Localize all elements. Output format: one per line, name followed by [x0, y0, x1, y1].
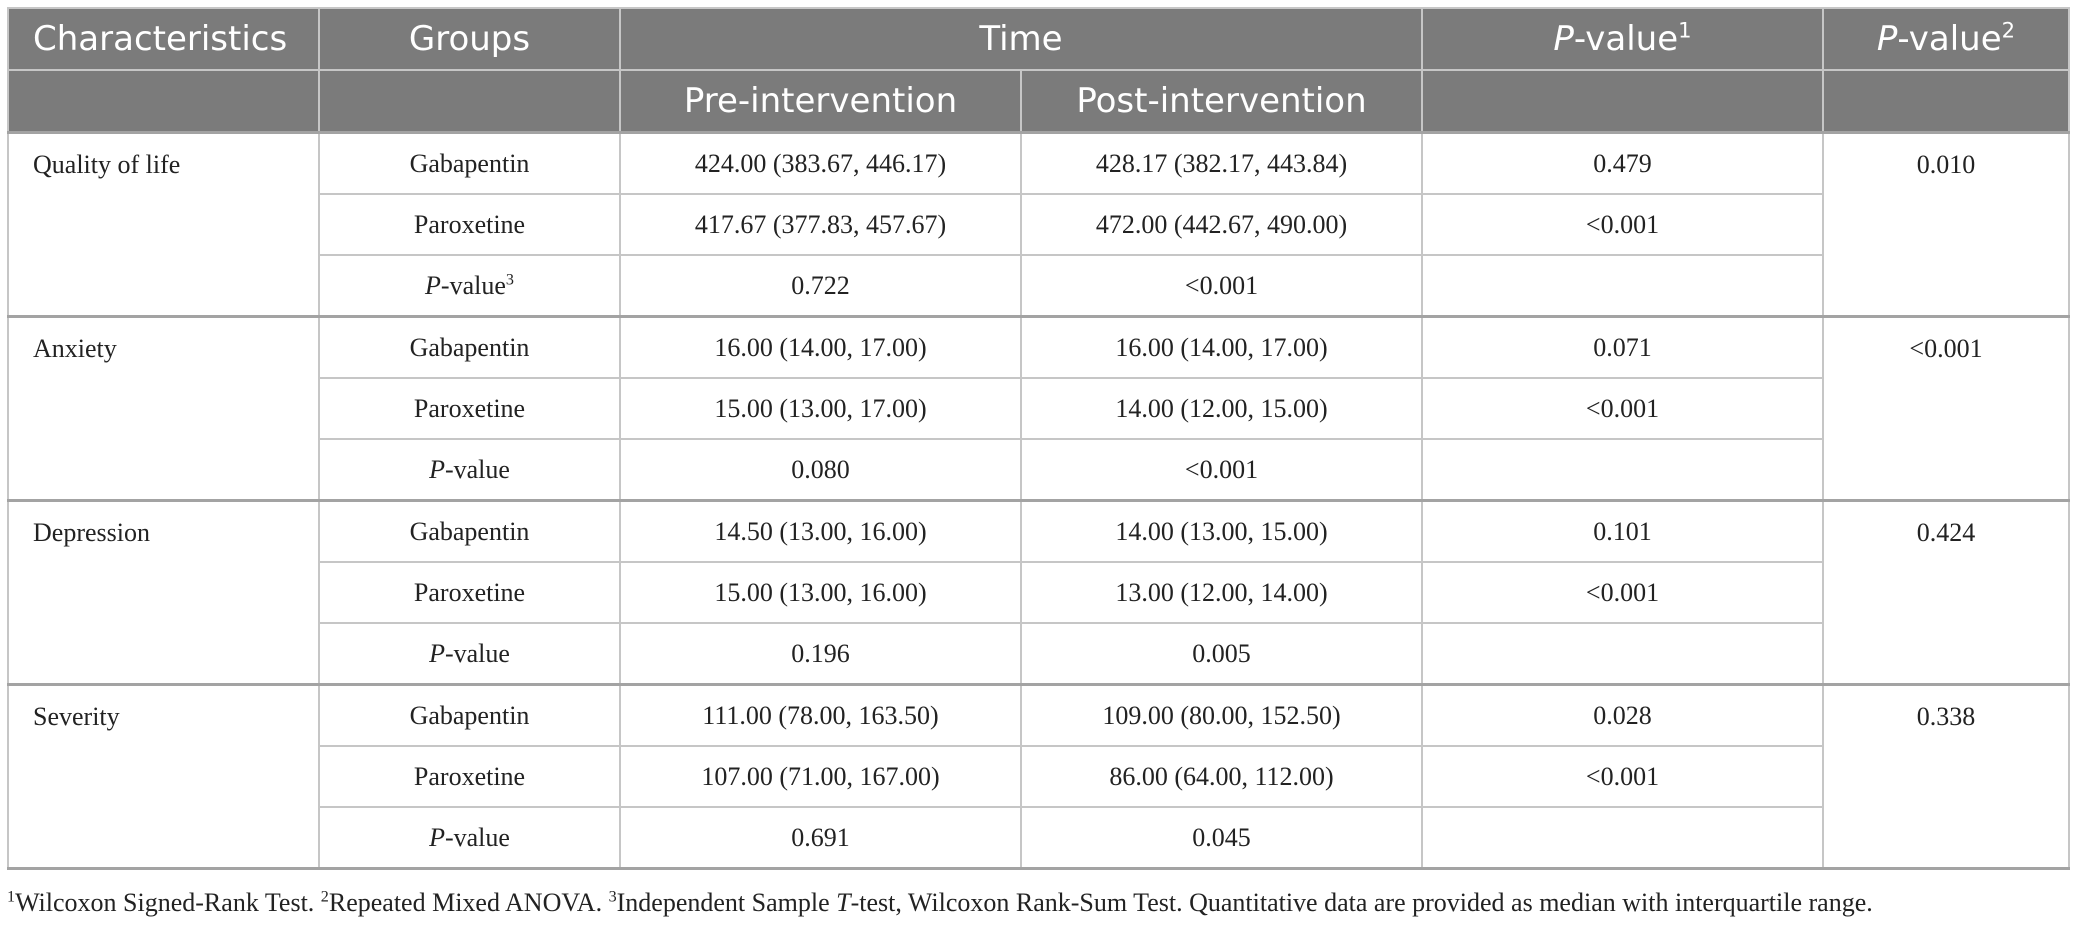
pre-intervention-cell: 417.67 (377.83, 457.67) [620, 194, 1021, 255]
group-cell: Gabapentin [319, 317, 620, 379]
post-intervention-cell: 428.17 (382.17, 443.84) [1021, 133, 1422, 195]
group-cell: Paroxetine [319, 562, 620, 623]
p-value-1-cell: 0.479 [1422, 133, 1823, 195]
p-value-1-cell: 0.028 [1422, 685, 1823, 747]
header-p-value-2 [1823, 8, 2069, 70]
pre-intervention-cell: 107.00 (71.00, 167.00) [620, 746, 1021, 807]
header-row-1 [8, 8, 2069, 70]
header-row-2 [8, 70, 2069, 133]
group-cell: Gabapentin [319, 685, 620, 747]
post-p-value-cell: <0.001 [1021, 255, 1422, 317]
results-table [7, 7, 2070, 870]
p-value-label-cell [319, 623, 620, 685]
post-p-value-cell: 0.005 [1021, 623, 1422, 685]
header-blank-1 [8, 70, 319, 133]
post-intervention-cell: 472.00 (442.67, 490.00) [1021, 194, 1422, 255]
group-cell: Paroxetine [319, 746, 620, 807]
table-header [8, 8, 2069, 133]
post-intervention-cell: 109.00 (80.00, 152.50) [1021, 685, 1422, 747]
header-p1-sup: 1 [1678, 17, 1692, 43]
table-row [8, 317, 2069, 379]
p-value-label-text: -value [444, 454, 510, 484]
footnote-3-text-b: -test, Wilcoxon Rank-Sum Test. Quantitative data are provided as median with interquartile range. [850, 888, 1873, 917]
footnote-3-t: T [836, 888, 851, 917]
footnote-3-sup: 3 [608, 888, 617, 906]
pre-intervention-cell: 111.00 (78.00, 163.50) [620, 685, 1021, 747]
p-value-1-blank-cell [1422, 439, 1823, 501]
header-p1-label: -value [1573, 19, 1679, 59]
p-value-1-cell: <0.001 [1422, 194, 1823, 255]
footnote-1-text: Wilcoxon Signed-Rank Test. [15, 888, 321, 917]
p-value-label-p: P [429, 822, 445, 852]
header-p2-label: -value [1897, 19, 2002, 59]
p-value-label-p: P [429, 638, 445, 668]
group-cell: Paroxetine [319, 378, 620, 439]
pre-p-value-cell: 0.722 [620, 255, 1021, 317]
p-value-1-cell: 0.101 [1422, 501, 1823, 563]
group-cell: Gabapentin [319, 133, 620, 195]
post-intervention-cell: 13.00 (12.00, 14.00) [1021, 562, 1422, 623]
header-p2-p: P [1876, 19, 1898, 59]
header-blank-3 [1422, 70, 1823, 133]
table-container [7, 7, 2068, 918]
pre-p-value-cell: 0.691 [620, 807, 1021, 869]
table-row [8, 133, 2069, 195]
p-value-2-cell: <0.001 [1823, 317, 2069, 501]
header-characteristics: Characteristics [8, 8, 319, 70]
header-time: Time [620, 8, 1422, 70]
header-groups: Groups [319, 8, 620, 70]
p-value-2-cell: 0.338 [1823, 685, 2069, 869]
p-value-2-cell: 0.010 [1823, 133, 2069, 317]
footnote-2-text: Repeated Mixed ANOVA. [328, 888, 609, 917]
pre-p-value-cell: 0.196 [620, 623, 1021, 685]
post-p-value-cell: <0.001 [1021, 439, 1422, 501]
header-p2-sup: 2 [2001, 17, 2016, 43]
group-cell: Gabapentin [319, 501, 620, 563]
post-intervention-cell: 14.00 (12.00, 15.00) [1021, 378, 1422, 439]
table-row [8, 685, 2069, 747]
p-value-label-text: -value [440, 270, 506, 300]
pre-intervention-cell: 14.50 (13.00, 16.00) [620, 501, 1021, 563]
footnote-2-sup: 2 [320, 888, 329, 906]
pre-intervention-cell: 15.00 (13.00, 17.00) [620, 378, 1021, 439]
pre-intervention-cell: 15.00 (13.00, 16.00) [620, 562, 1021, 623]
post-intervention-cell: 14.00 (13.00, 15.00) [1021, 501, 1422, 563]
group-cell: Paroxetine [319, 194, 620, 255]
pre-intervention-cell: 16.00 (14.00, 17.00) [620, 317, 1021, 379]
table-row [8, 501, 2069, 563]
header-blank-2 [319, 70, 620, 133]
p-value-1-cell: 0.071 [1422, 317, 1823, 379]
p-value-2-cell: 0.424 [1823, 501, 2069, 685]
pre-p-value-cell: 0.080 [620, 439, 1021, 501]
p-value-label-sup: 3 [505, 270, 514, 288]
characteristic-cell: Quality of life [8, 133, 319, 317]
p-value-1-blank-cell [1422, 807, 1823, 869]
characteristic-cell: Depression [8, 501, 319, 685]
p-value-1-cell: <0.001 [1422, 562, 1823, 623]
header-blank-4 [1823, 70, 2069, 133]
p-value-label-p: P [425, 270, 441, 300]
pre-intervention-cell: 424.00 (383.67, 446.17) [620, 133, 1021, 195]
header-post-intervention: Post-intervention [1021, 70, 1422, 133]
table-footnote [7, 888, 2068, 918]
p-value-label-cell [319, 255, 620, 317]
p-value-label-cell [319, 807, 620, 869]
p-value-label-text: -value [444, 822, 510, 852]
characteristic-cell: Anxiety [8, 317, 319, 501]
p-value-1-cell: <0.001 [1422, 378, 1823, 439]
p-value-1-cell: <0.001 [1422, 746, 1823, 807]
post-intervention-cell: 16.00 (14.00, 17.00) [1021, 317, 1422, 379]
footnote-3-text-a: Independent Sample [616, 888, 837, 917]
p-value-label-text: -value [444, 638, 510, 668]
characteristic-cell: Severity [8, 685, 319, 869]
p-value-label-p: P [429, 454, 445, 484]
post-intervention-cell: 86.00 (64.00, 112.00) [1021, 746, 1422, 807]
header-p-value-1 [1422, 8, 1823, 70]
table-body [8, 133, 2069, 869]
header-pre-intervention: Pre-intervention [620, 70, 1021, 133]
post-p-value-cell: 0.045 [1021, 807, 1422, 869]
p-value-label-cell [319, 439, 620, 501]
header-p1-p: P [1553, 19, 1574, 59]
footnote-1-sup: 1 [7, 888, 16, 906]
p-value-1-blank-cell [1422, 623, 1823, 685]
p-value-1-blank-cell [1422, 255, 1823, 317]
